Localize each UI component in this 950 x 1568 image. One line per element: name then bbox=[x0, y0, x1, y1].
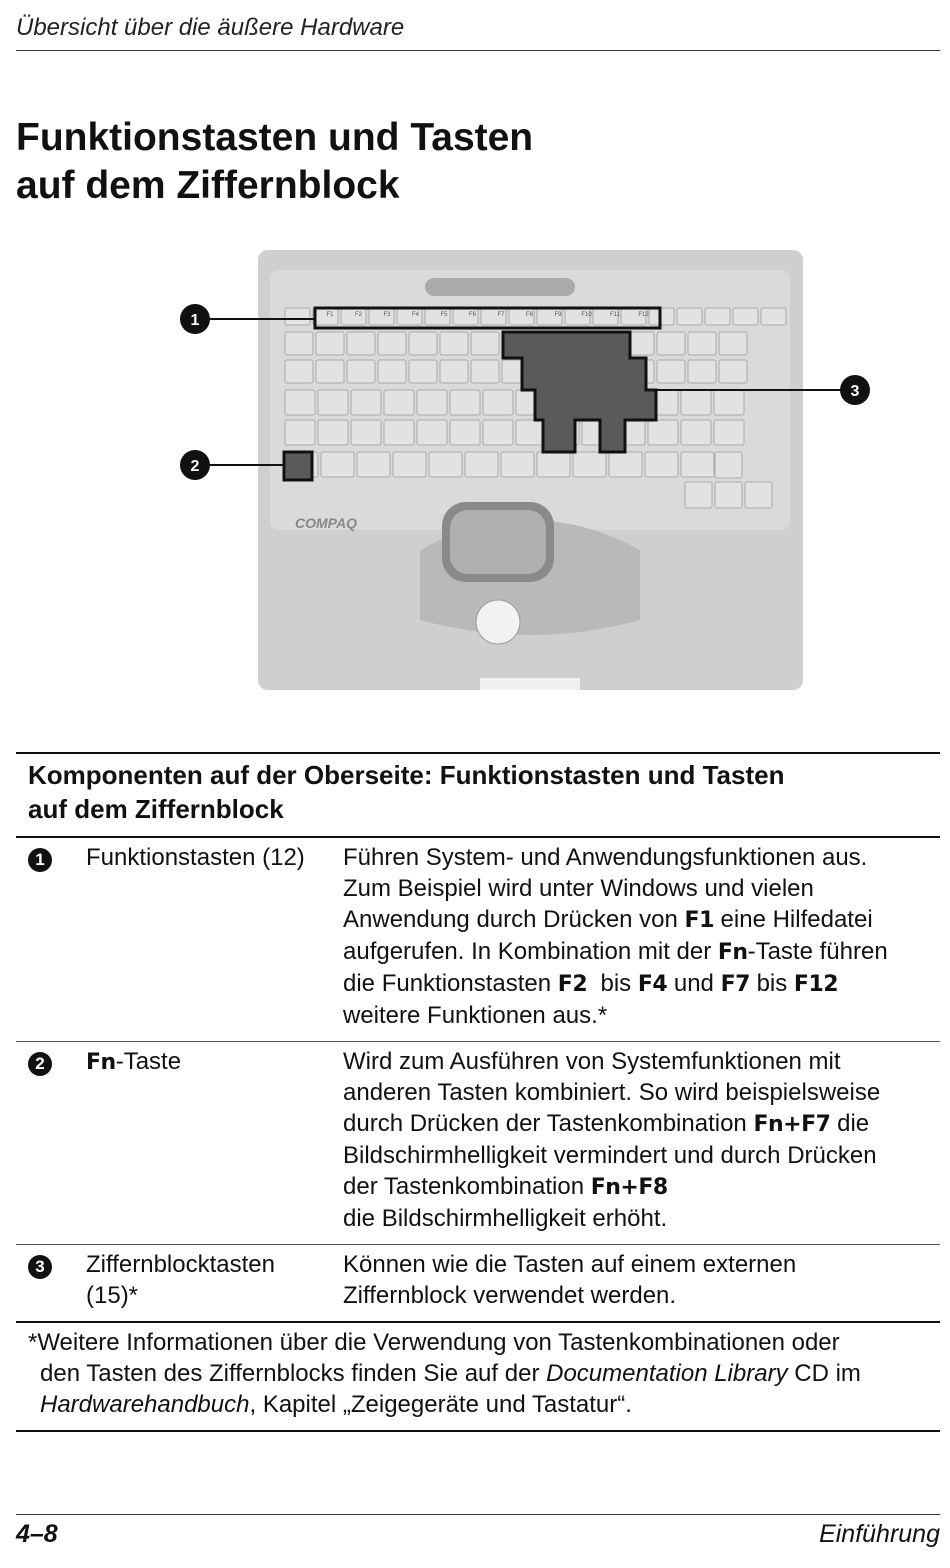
table-row bbox=[16, 1245, 940, 1321]
keyboard-key bbox=[285, 332, 313, 355]
callout-2-number: 2 bbox=[190, 458, 200, 475]
keyboard-key bbox=[537, 452, 570, 477]
row-number-badge: 2 bbox=[28, 1052, 52, 1076]
page-title-line2: auf dem Ziffernblock bbox=[16, 164, 400, 207]
keyboard-key bbox=[483, 390, 513, 415]
touchpad bbox=[450, 510, 546, 574]
keyboard-key bbox=[719, 360, 747, 383]
page-number: 4–8 bbox=[16, 1520, 58, 1548]
key-label: Fn bbox=[86, 1050, 116, 1075]
key-label: F2 bbox=[557, 972, 588, 997]
header-rule bbox=[16, 50, 940, 51]
keyboard-key bbox=[318, 390, 348, 415]
keyboard-key bbox=[719, 332, 747, 355]
chapter-name: Einführung bbox=[819, 1520, 940, 1548]
pointing-stick-button bbox=[476, 600, 520, 644]
keyboard-key bbox=[384, 420, 414, 445]
latch bbox=[480, 678, 580, 690]
running-header: Übersicht über die äußere Hardware bbox=[16, 14, 405, 41]
arrow-key bbox=[685, 482, 712, 508]
component-description: Können wie die Tasten auf einem externen Ziffernblock verwendet werden. bbox=[343, 1251, 797, 1309]
keyboard-key bbox=[384, 390, 414, 415]
component-description: Führen System- und Anwendungsfunktionen aus. Zum Beispiel wird unter Windows und vielen Anwendung durch Drücken von F1 eine Hilfedatei aufgerufen. In Kombination mit der Fn-Taste führen die Funktionstasten F2 bis F4 und F7 bis F12 weitere Funktionen aus.* bbox=[343, 844, 888, 1029]
table-title bbox=[16, 754, 940, 836]
fn-key-highlight bbox=[284, 452, 312, 480]
keyboard-key bbox=[378, 360, 406, 383]
row-number-badge: 1 bbox=[28, 848, 52, 872]
keyboard-key bbox=[351, 420, 381, 445]
keyboard-key bbox=[417, 390, 447, 415]
keyboard-key bbox=[450, 420, 480, 445]
key-label: Fn bbox=[717, 940, 748, 965]
keyboard-key bbox=[316, 360, 344, 383]
keyboard-key bbox=[378, 332, 406, 355]
keyboard-key bbox=[609, 452, 642, 477]
keyboard-key bbox=[450, 390, 480, 415]
keyboard-illustration bbox=[170, 240, 880, 695]
table-row bbox=[16, 1042, 940, 1244]
keyboard-key bbox=[321, 452, 354, 477]
keyboard-key bbox=[483, 420, 513, 445]
table-row bbox=[16, 838, 940, 1041]
keyboard-key bbox=[681, 390, 711, 415]
arrow-key bbox=[715, 452, 742, 478]
fkey-label: F6 bbox=[468, 312, 477, 318]
fkey-label: F8 bbox=[525, 312, 534, 318]
keyboard-key bbox=[341, 308, 366, 325]
keyboard-key bbox=[440, 360, 468, 383]
keyboard-key bbox=[409, 360, 437, 383]
component-description: Wird zum Ausführen von Systemfunktionen mit anderen Tasten kombiniert. So wird beispielsweise durch Drücken der Tastenkombination Fn+F7 die Bildschirmhelligkeit vermindert und durch Drücken der Tastenkombination Fn+F8 die Bildschirmhelligkeit erhöht. bbox=[343, 1048, 881, 1232]
keyboard-key bbox=[501, 452, 534, 477]
keyboard-key bbox=[681, 420, 711, 445]
keyboard-key bbox=[347, 332, 375, 355]
callout-3-number: 3 bbox=[850, 383, 860, 400]
keyboard-key bbox=[657, 332, 685, 355]
fkey-label: F5 bbox=[440, 312, 448, 318]
keyboard-key bbox=[677, 308, 702, 325]
key-label: Fn+F8 bbox=[590, 1175, 668, 1200]
quick-launch-buttons bbox=[425, 278, 575, 296]
keyboard-key bbox=[705, 308, 730, 325]
component-name: Funktionstasten (12) bbox=[86, 844, 305, 871]
row-number-badge: 3 bbox=[28, 1255, 52, 1279]
keyboard-key bbox=[351, 390, 381, 415]
table-title-line1: Komponenten auf der Oberseite: Funktionstasten und Tasten bbox=[28, 760, 785, 790]
table-footnote: *Weitere Informationen über die Verwendung von Tastenkombinationen oder den Tasten des Ziffernblocks finden Sie auf der Documentation Library CD im Hardwarehandbuch, Kapitel „Zeigegeräte und Tastatur“. bbox=[28, 1329, 861, 1418]
keyboard-key bbox=[440, 332, 468, 355]
fkey-label: F12 bbox=[638, 312, 649, 318]
component-name: Ziffernblocktasten (15)* bbox=[86, 1251, 275, 1309]
footer-rule bbox=[16, 1514, 940, 1515]
arrow-key bbox=[745, 482, 772, 508]
keyboard-key bbox=[429, 452, 462, 477]
key-label: F4 bbox=[637, 972, 668, 997]
keyboard-key bbox=[285, 420, 315, 445]
keyboard-key bbox=[648, 420, 678, 445]
keyboard-key bbox=[285, 360, 313, 383]
keyboard-key bbox=[347, 360, 375, 383]
keyboard-key bbox=[714, 390, 744, 415]
fkey-label: F1 bbox=[326, 312, 334, 318]
keyboard-key bbox=[688, 360, 716, 383]
keyboard-key bbox=[714, 420, 744, 445]
keyboard-key bbox=[471, 360, 499, 383]
keyboard-key bbox=[357, 452, 390, 477]
keyboard-key bbox=[573, 452, 606, 477]
keyboard-key bbox=[318, 420, 348, 445]
component-name: Fn-Taste bbox=[86, 1048, 182, 1075]
keyboard-key bbox=[471, 332, 499, 355]
keyboard-key bbox=[285, 390, 315, 415]
keyboard-figure bbox=[170, 240, 880, 695]
keyboard-key bbox=[645, 452, 678, 477]
fkey-label: F10 bbox=[581, 312, 592, 318]
fkey-label: F4 bbox=[411, 312, 420, 318]
fkey-label: F9 bbox=[554, 312, 562, 318]
table-bottom-rule bbox=[16, 1430, 940, 1432]
keyboard-key bbox=[285, 308, 310, 325]
keyboard-key bbox=[465, 452, 498, 477]
page-title bbox=[16, 114, 533, 210]
callout-1-number: 1 bbox=[190, 312, 200, 329]
page-title-line1: Funktionstasten und Tasten bbox=[16, 116, 534, 159]
components-table bbox=[16, 752, 940, 1432]
fkey-label: F11 bbox=[610, 312, 620, 318]
arrow-key bbox=[715, 482, 742, 508]
fkey-label: F2 bbox=[354, 312, 363, 318]
keyboard-key bbox=[761, 308, 786, 325]
keyboard-key bbox=[688, 332, 716, 355]
table-title-line2: auf dem Ziffernblock bbox=[28, 794, 284, 824]
keyboard-key bbox=[681, 452, 714, 477]
keyboard-key bbox=[316, 332, 344, 355]
key-label: F12 bbox=[793, 972, 839, 997]
keyboard-key bbox=[417, 420, 447, 445]
keyboard-key bbox=[409, 332, 437, 355]
fkey-label: F7 bbox=[497, 312, 505, 318]
fkey-label: F3 bbox=[383, 312, 391, 318]
key-label: Fn+F7 bbox=[753, 1112, 831, 1137]
compaq-logo: COMPAQ bbox=[295, 515, 357, 531]
keyboard-key bbox=[393, 452, 426, 477]
key-label: F1 bbox=[684, 908, 714, 933]
key-label: F7 bbox=[720, 972, 750, 997]
keyboard-key bbox=[733, 308, 758, 325]
keyboard-key bbox=[657, 360, 685, 383]
